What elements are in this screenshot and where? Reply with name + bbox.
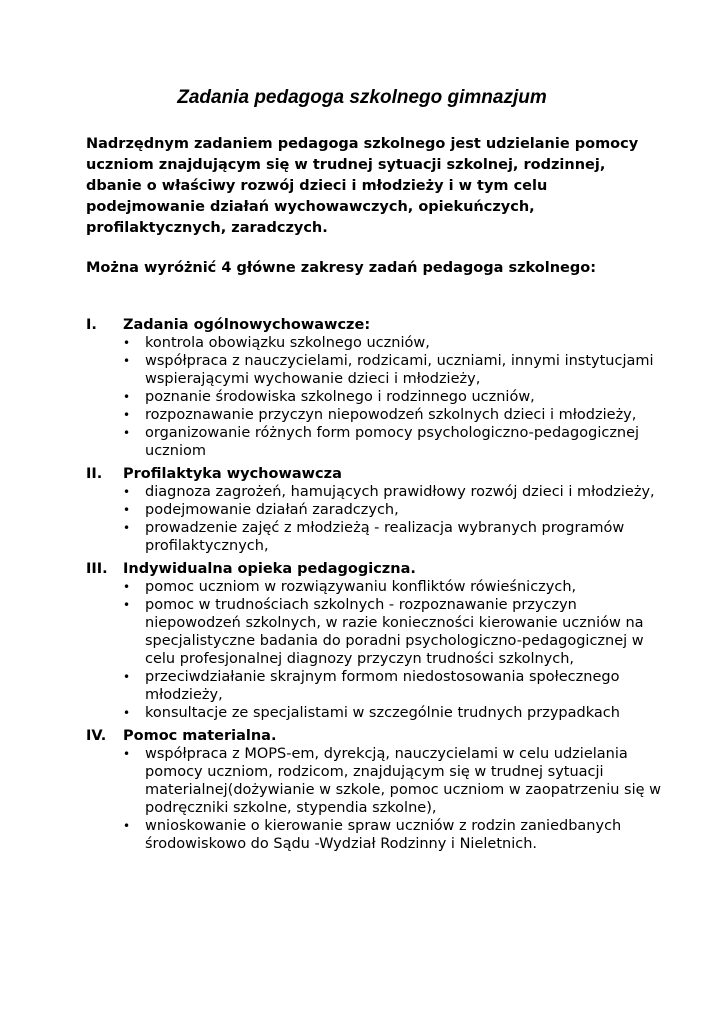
bullet-icon: • bbox=[123, 521, 131, 535]
bullet-icon: • bbox=[123, 336, 131, 350]
section-item-list bbox=[86, 578, 666, 722]
list-item-text: konsultacje ze specjalistami w szczególnie trudnych przypadkach bbox=[145, 705, 620, 721]
bullet-icon: • bbox=[123, 485, 131, 499]
list-item bbox=[123, 424, 666, 460]
list-item-text: prowadzenie zajęć z młodzieżą - realizacja wybranych programów profilaktycznych, bbox=[145, 520, 625, 554]
bullet-icon: • bbox=[123, 598, 131, 612]
bullet-icon: • bbox=[123, 670, 131, 684]
section-numeral: III. bbox=[86, 561, 108, 577]
section-heading-row bbox=[86, 727, 666, 745]
section-numeral: I. bbox=[86, 317, 97, 333]
section-heading: Indywidualna opieka pedagogiczna. bbox=[123, 561, 416, 577]
list-item bbox=[123, 388, 666, 406]
task-section bbox=[86, 316, 666, 460]
bullet-icon: • bbox=[123, 503, 131, 517]
list-item bbox=[123, 352, 666, 388]
section-heading-row bbox=[86, 465, 666, 483]
list-item bbox=[123, 817, 666, 853]
bullet-icon: • bbox=[123, 354, 131, 368]
list-item-text: poznanie środowiska szkolnego i rodzinnego uczniów, bbox=[145, 389, 535, 405]
list-item-text: diagnoza zagrożeń, hamujących prawidłowy rozwój dzieci i młodzieży, bbox=[145, 484, 655, 500]
document-title: Zadania pedagoga szkolnego gimnazjum bbox=[177, 87, 547, 108]
list-item-text: wnioskowanie o kierowanie spraw uczniów z rodzin zaniedbanych środowiskowo do Sądu -Wydział Rodzinny i Nieletnich. bbox=[145, 818, 622, 852]
bullet-icon: • bbox=[123, 747, 131, 761]
list-item-text: współpraca z nauczycielami, rodzicami, uczniami, innymi instytucjami wspierającymi wychowanie dzieci i młodzieży, bbox=[145, 353, 654, 387]
list-item bbox=[123, 483, 666, 501]
section-heading: Zadania ogólnowychowawcze: bbox=[123, 317, 371, 333]
bullet-icon: • bbox=[123, 426, 131, 440]
list-item bbox=[123, 334, 666, 352]
list-item bbox=[123, 668, 666, 704]
section-heading: Profilaktyka wychowawcza bbox=[123, 466, 342, 482]
section-heading-row bbox=[86, 316, 666, 334]
bullet-icon: • bbox=[123, 706, 131, 720]
list-item bbox=[123, 501, 666, 519]
list-item bbox=[123, 596, 666, 668]
list-item bbox=[123, 745, 666, 817]
lead-sentence: Można wyróżnić 4 główne zakresy zadań pedagoga szkolnego: bbox=[86, 260, 597, 276]
section-numeral: II. bbox=[86, 466, 103, 482]
list-item-text: pomoc w trudnościach szkolnych - rozpoznawanie przyczyn niepowodzeń szkolnych, w razie konieczności kierowanie uczniów na specjalistyczne badania do poradni psychologiczno-pedagogicznej w celu profesjonalnej diagnozy przyczyn trudności szkolnych, bbox=[145, 597, 644, 667]
list-item-text: organizowanie różnych form pomocy psychologiczno-pedagogicznej uczniom bbox=[145, 425, 640, 459]
list-item-text: przeciwdziałanie skrajnym formom niedostosowania społecznego młodzieży, bbox=[145, 669, 620, 703]
task-sections bbox=[86, 316, 666, 858]
task-section bbox=[86, 560, 666, 722]
bullet-icon: • bbox=[123, 580, 131, 594]
section-item-list bbox=[86, 483, 666, 555]
list-item-text: współpraca z MOPS-em, dyrekcją, nauczycielami w celu udzielania pomocy uczniom, rodzicom, znajdującym się w trudnej sytuacji materialnej(dożywianie w szkole, pomoc uczniom w zaopatrzeniu się w podręczniki szkolne, stypendia szkolne), bbox=[145, 746, 662, 816]
list-item-text: kontrola obowiązku szkolnego uczniów, bbox=[145, 335, 430, 351]
section-numeral: IV. bbox=[86, 728, 107, 744]
section-item-list bbox=[86, 745, 666, 853]
section-item-list bbox=[86, 334, 666, 460]
intro-paragraph: Nadrzędnym zadaniem pedagoga szkolnego jest udzielanie pomocy uczniom znajdującym się w trudnej sytuacji szkolnej, rodzinnej, dbanie o właściwy rozwój dzieci i młodzieży i w tym celu podejmowanie działań wychowawczych, opiekuńczych, profilaktycznych, zaradczych. bbox=[86, 136, 639, 236]
list-item bbox=[123, 406, 666, 424]
bullet-icon: • bbox=[123, 819, 131, 833]
list-item bbox=[123, 519, 666, 555]
bullet-icon: • bbox=[123, 390, 131, 404]
task-section bbox=[86, 465, 666, 555]
list-item-text: podejmowanie działań zaradczych, bbox=[145, 502, 399, 518]
section-heading: Pomoc materialna. bbox=[123, 728, 277, 744]
task-section bbox=[86, 727, 666, 853]
list-item-text: rozpoznawanie przyczyn niepowodzeń szkolnych dzieci i młodzieży, bbox=[145, 407, 637, 423]
bullet-icon: • bbox=[123, 408, 131, 422]
list-item bbox=[123, 704, 666, 722]
section-heading-row bbox=[86, 560, 666, 578]
list-item-text: pomoc uczniom w rozwiązywaniu konfliktów rówieśniczych, bbox=[145, 579, 577, 595]
list-item bbox=[123, 578, 666, 596]
